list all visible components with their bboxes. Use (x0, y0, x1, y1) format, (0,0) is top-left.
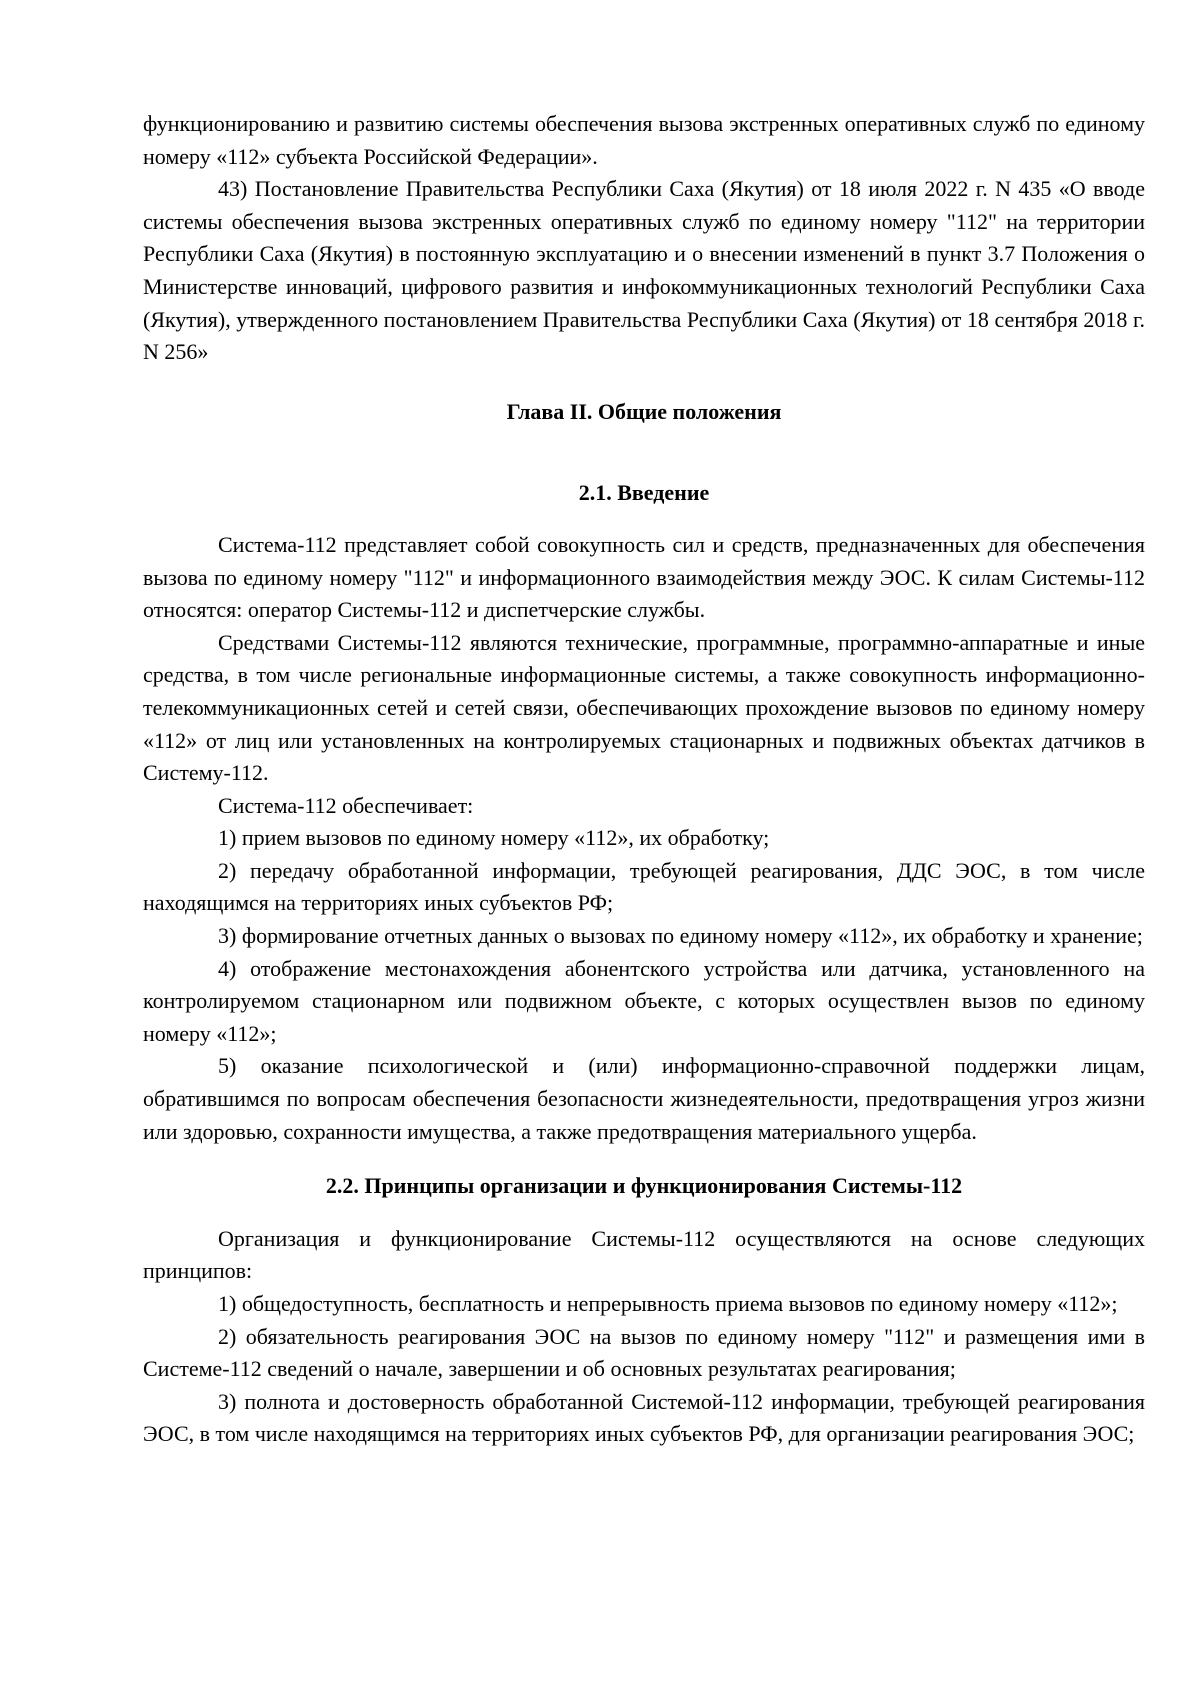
list-item: 2) передачу обработанной информации, требующей реагирования, ДДС ЭОС, в том числе находящимся на территориях иных субъектов РФ; (143, 857, 1145, 916)
paragraph-intro: Система-112 представляет собой совокупность сил и средств, предназначенных для обеспечения вызова по единому номеру "112" и информационного взаимодействия между ЭОС. К силам Системы-112 относятся: оператор Системы-112 и диспетчерские службы. (143, 531, 1145, 623)
list-item: 3) полнота и достоверность обработанной Системой-112 информации, требующей реагирования ЭОС, в том числе находящимся на территориях иных субъектов РФ, для организации реагирования ЭОС; (143, 1388, 1145, 1447)
list-item: 2) обязательность реагирования ЭОС на вызов по единому номеру "112" и размещения ими в Системе-112 сведений о начале, завершении и об основных результатах реагирования; (143, 1323, 1145, 1382)
paragraph-provides: Система-112 обеспечивает: (218, 792, 474, 818)
paragraph-means: Средствами Системы-112 являются технические, программные, программно-аппаратные и иные средства, в том числе региональные информационные системы, а также совокупность информационно-телекоммуникационных сетей и сетей связи, обеспечивающих прохождение вызовов по единому номеру «112» от лиц или установленных на контролируемых стационарных и подвижных объектах датчиков в Систему-112. (143, 629, 1145, 786)
document-page (143, 108, 1145, 1451)
list-item: 1) прием вызовов по единому номеру «112», их обработку; (218, 825, 770, 851)
list-item: 4) отображение местонахождения абонентского устройства или датчика, установленного на контролируемом стационарном или подвижном объекте, с которых осуществлен вызов по единому номеру «112»; (143, 955, 1145, 1046)
list-item: 5) оказание психологической и (или) информационно-справочной поддержки лицам, обратившимся по вопросам обеспечения безопасности жизнедеятельности, предотвращения угроз жизни или здоровью, сохранности имущества, а также предотвращения материального ущерба. (143, 1053, 1145, 1144)
list-item: 3) формирование отчетных данных о вызовах по единому номеру «112», их обработку и хранение; (218, 923, 1143, 949)
section-title-2-1: 2.1. Введение (578, 480, 710, 506)
paragraph-continuation: функционированию и развитию системы обеспечения вызова экстренных оперативных служб по единому номеру «112» субъекта Российской Федерации». (143, 111, 1145, 169)
section-title-2-2: 2.2. Принципы организации и функционирования Системы-112 (325, 1173, 963, 1199)
chapter-title: Глава II. Общие положения (506, 398, 782, 424)
paragraph-item-43: 43) Постановление Правительства Республики Саха (Якутия) от 18 июля 2022 г. N 435 «О вводе системы обеспечения вызова экстренных оперативных служб по единому номеру "112" на территории Республики Саха (Якутия) в постоянную эксплуатацию и о внесении изменений в пункт 3.7 Положения о Министерстве инноваций, цифрового развития и инфокоммуникационных технологий Республики Саха (Якутия), утвержденного постановлением Правительства Республики Саха (Якутия) от 18 сентября 2018 г. N 256» (143, 176, 1145, 365)
paragraph-principles-intro: Организация и функционирование Системы-112 осуществляются на основе следующих принципов: (143, 1225, 1145, 1284)
list-item: 1) общедоступность, бесплатность и непрерывность приема вызовов по единому номеру «112»; (218, 1291, 1118, 1316)
